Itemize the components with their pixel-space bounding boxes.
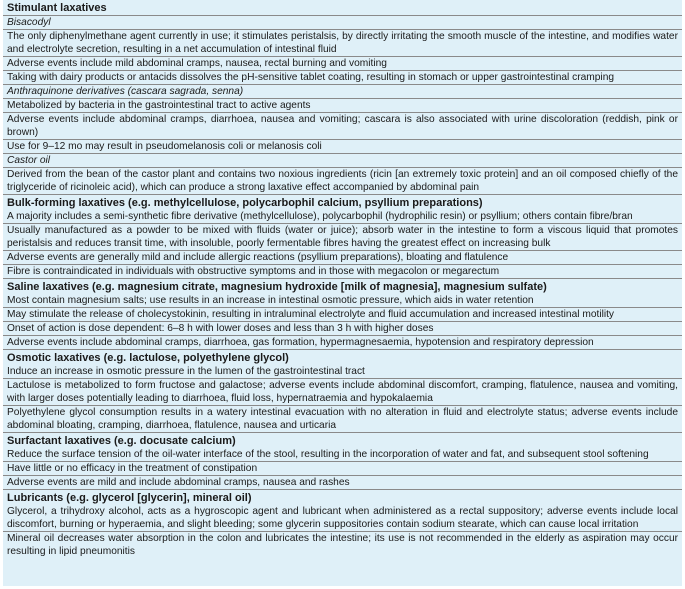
section-heading: Surfactant laxatives (e.g. docusate calcium) [7, 435, 236, 447]
table-row: Fibre is contraindicated in individuals with obstructive symptoms and in those with megacolon or megarectum [3, 264, 682, 278]
table-row: Adverse events include abdominal cramps, diarrhoea, nausea and vomiting; cascara is also associated with urine discoloration (reddish, pink or brown) [3, 112, 682, 139]
section-lubricants [3, 489, 682, 558]
subsection-heading: Anthraquinone derivatives (cascara sagrada, senna) [7, 86, 244, 97]
table-row: Reduce the surface tension of the oil-water interface of the stool, resulting in the incorporation of water and fat, and subsequent stool softening [7, 449, 649, 460]
subsection-heading: Castor oil [7, 155, 51, 166]
section-saline-laxatives [3, 278, 682, 349]
table-row: Metabolized by bacteria in the gastrointestinal tract to active agents [3, 98, 682, 112]
table-row: Glycerol, a trihydroxy alcohol, acts as a hygroscopic agent and lubricant when administered as a rectal suppository; adverse events include local discomfort, burning or hyperaemia, and slight bleeding; some glycerin suppositories contain sodium stearate, which can cause local irritation [7, 506, 678, 530]
table-row: May stimulate the release of cholecystokinin, resulting in intraluminal electrolyte and fluid accumulation and increased intestinal motility [3, 307, 682, 321]
table-row: Have little or no efficacy in the treatment of constipation [3, 461, 682, 475]
table-row: Adverse events are generally mild and include allergic reactions (psyllium preparations), bloating and flatulence [3, 250, 682, 264]
table-row: Onset of action is dose dependent: 6–8 h with lower doses and less than 3 h with higher doses [3, 321, 682, 335]
section-surfactant-laxatives [3, 432, 682, 489]
section-heading: Saline laxatives (e.g. magnesium citrate, magnesium hydroxide [milk of magnesia], magnesium sulfate) [7, 281, 547, 293]
section-stimulant-laxatives [3, 0, 682, 194]
section-heading: Bulk-forming laxatives (e.g. methylcellulose, polycarbophil calcium, psyllium preparations) [7, 197, 483, 209]
table-row: Lactulose is metabolized to form fructose and galactose; adverse events include abdominal discomfort, cramping, flatulence, nausea and vomiting, with larger doses potentially leading to diarrhoea, fluid loss, hypernatraemia and hypokalaemia [3, 378, 682, 405]
table-row: Mineral oil decreases water absorption in the colon and lubricates the intestine; its use is not recommended in the elderly as aspiration may occur resulting in lipid pneumonitis [3, 531, 682, 558]
table-row: Taking with dairy products or antacids dissolves the pH-sensitive tablet coating, resulting in stomach or upper gastrointestinal cramping [3, 70, 682, 84]
subsection-castor-oil [3, 153, 682, 194]
table-row: Most contain magnesium salts; use results in an increase in intestinal osmotic pressure, which aids in water retention [7, 295, 534, 306]
section-bulk-forming-laxatives [3, 194, 682, 278]
section-heading: Lubricants (e.g. glycerol [glycerin], mineral oil) [7, 492, 252, 504]
table-row: The only diphenylmethane agent currently in use; it stimulates peristalsis, by directly irritating the smooth muscle of the intestine, and modifies water and electrolyte secretion, resulting in a net accumulation of intestinal fluid [3, 29, 682, 56]
table-row: Derived from the bean of the castor plant and contains two noxious ingredients (ricin [an extremely toxic protein] and an oil composed chiefly of the triglyceride of ricinoleic acid), which can produce a strong laxative effect accompanied by abdominal pain [3, 167, 682, 194]
table-row: A majority includes a semi-synthetic fibre derivative (methylcellulose), polycarbophil (hydrophilic resin) or psyllium; others contain fibre/bran [7, 211, 633, 222]
section-heading: Stimulant laxatives [7, 2, 107, 14]
section-heading: Osmotic laxatives (e.g. lactulose, polyethylene glycol) [7, 352, 289, 364]
table-row: Usually manufactured as a powder to be mixed with fluids (water or juice); absorb water in the intestine to form a viscous liquid that promotes peristalsis and reduces transit time, with insoluble, poorly fermentable fibres having the greatest effect on increasing bulk [3, 223, 682, 250]
subsection-anthraquinone-derivatives [3, 84, 682, 153]
laxatives-table [3, 0, 682, 586]
table-row: Polyethylene glycol consumption results in a watery intestinal evacuation with no alteration in fluid and electrolyte status; adverse events include abdominal bloating, cramping, diarrhoea, flatulence, nausea and urticaria [3, 405, 682, 432]
subsection-heading: Bisacodyl [7, 17, 51, 28]
table-row: Adverse events are mild and include abdominal cramps, nausea and rashes [3, 475, 682, 489]
table-row: Adverse events include mild abdominal cramps, nausea, rectal burning and vomiting [3, 56, 682, 70]
table-row: Use for 9–12 mo may result in pseudomelanosis coli or melanosis coli [3, 139, 682, 153]
table-row: Adverse events include abdominal cramps, diarrhoea, gas formation, hypermagnesaemia, hypotension and respiratory depression [3, 335, 682, 349]
table-row: Induce an increase in osmotic pressure in the lumen of the gastrointestinal tract [7, 366, 365, 377]
subsection-bisacodyl [3, 15, 682, 84]
section-osmotic-laxatives [3, 349, 682, 432]
